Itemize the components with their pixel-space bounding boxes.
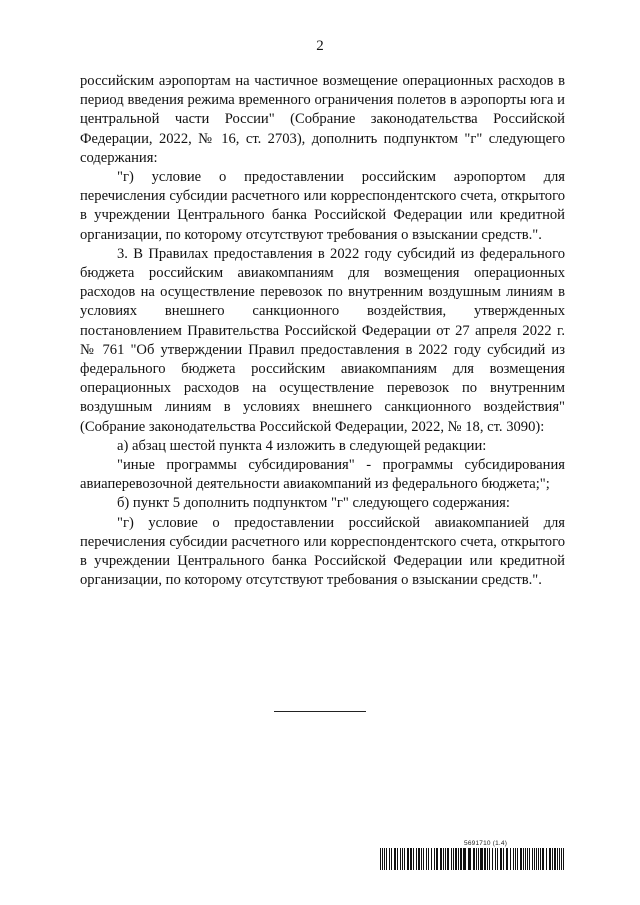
paragraph-6: б) пункт 5 дополнить подпунктом "г" следующего содержания: (117, 495, 510, 512)
paragraph-1: российским аэропортам на частичное возмещение операционных расходов в период введения режима временного ограничения полетов в аэропорты юга и центральной части России" (Собрание законодательства Российской Федерации, 2022, № 16, ст. 2703), дополнить подпунктом "г" следующего содержания: (80, 73, 565, 166)
end-separator-line (274, 711, 366, 712)
barcode (380, 848, 566, 870)
paragraph-3: 3. В Правилах предоставления в 2022 году субсидий из федерального бюджета российским авиакомпаниям для возмещения операционных расходов на осуществление перевозок по внутренним воздушным линиям в условиях внешнего санкционного воздействия, утвержденных постановлением Правительства Российской Федерации от 27 апреля 2022 г. № 761 "Об утверждении Правил предоставления в 2022 году субсидий из федерального бюджета российским авиакомпаниям для возмещения операционных расходов на осуществление перевозок по внутренним воздушным линиям в условиях внешнего санкционного воздействия" (Собрание законодательства Российской Федерации, 2022, № 18, ст. 3090): (80, 245, 565, 435)
paragraph-5: "иные программы субсидирования" - программы субсидирования авиаперевозочной деятельности авиакомпаний из федерального бюджета;"; (80, 457, 565, 493)
barcode-label: 5691710 (1.4) (464, 840, 508, 847)
page-number: 2 (316, 38, 324, 54)
paragraph-2: "г) условие о предоставлении российским аэропортом для перечисления субсидии расчетного или корреспондентского счета, открытого в учреждении Центрального банка Российской Федерации или кредитной организации, по которому отсутствуют требования о взыскании средств.". (80, 169, 565, 243)
document-body (80, 72, 565, 590)
paragraph-7: "г) условие о предоставлении российской авиакомпанией для перечисления субсидии расчетного или корреспондентского счета, открытого в учреждении Центрального банка Российской Федерации или кредитной организации, по которому отсутствуют требования о взыскании средств.". (80, 514, 565, 589)
paragraph-4: а) абзац шестой пункта 4 изложить в следующей редакции: (117, 437, 487, 454)
